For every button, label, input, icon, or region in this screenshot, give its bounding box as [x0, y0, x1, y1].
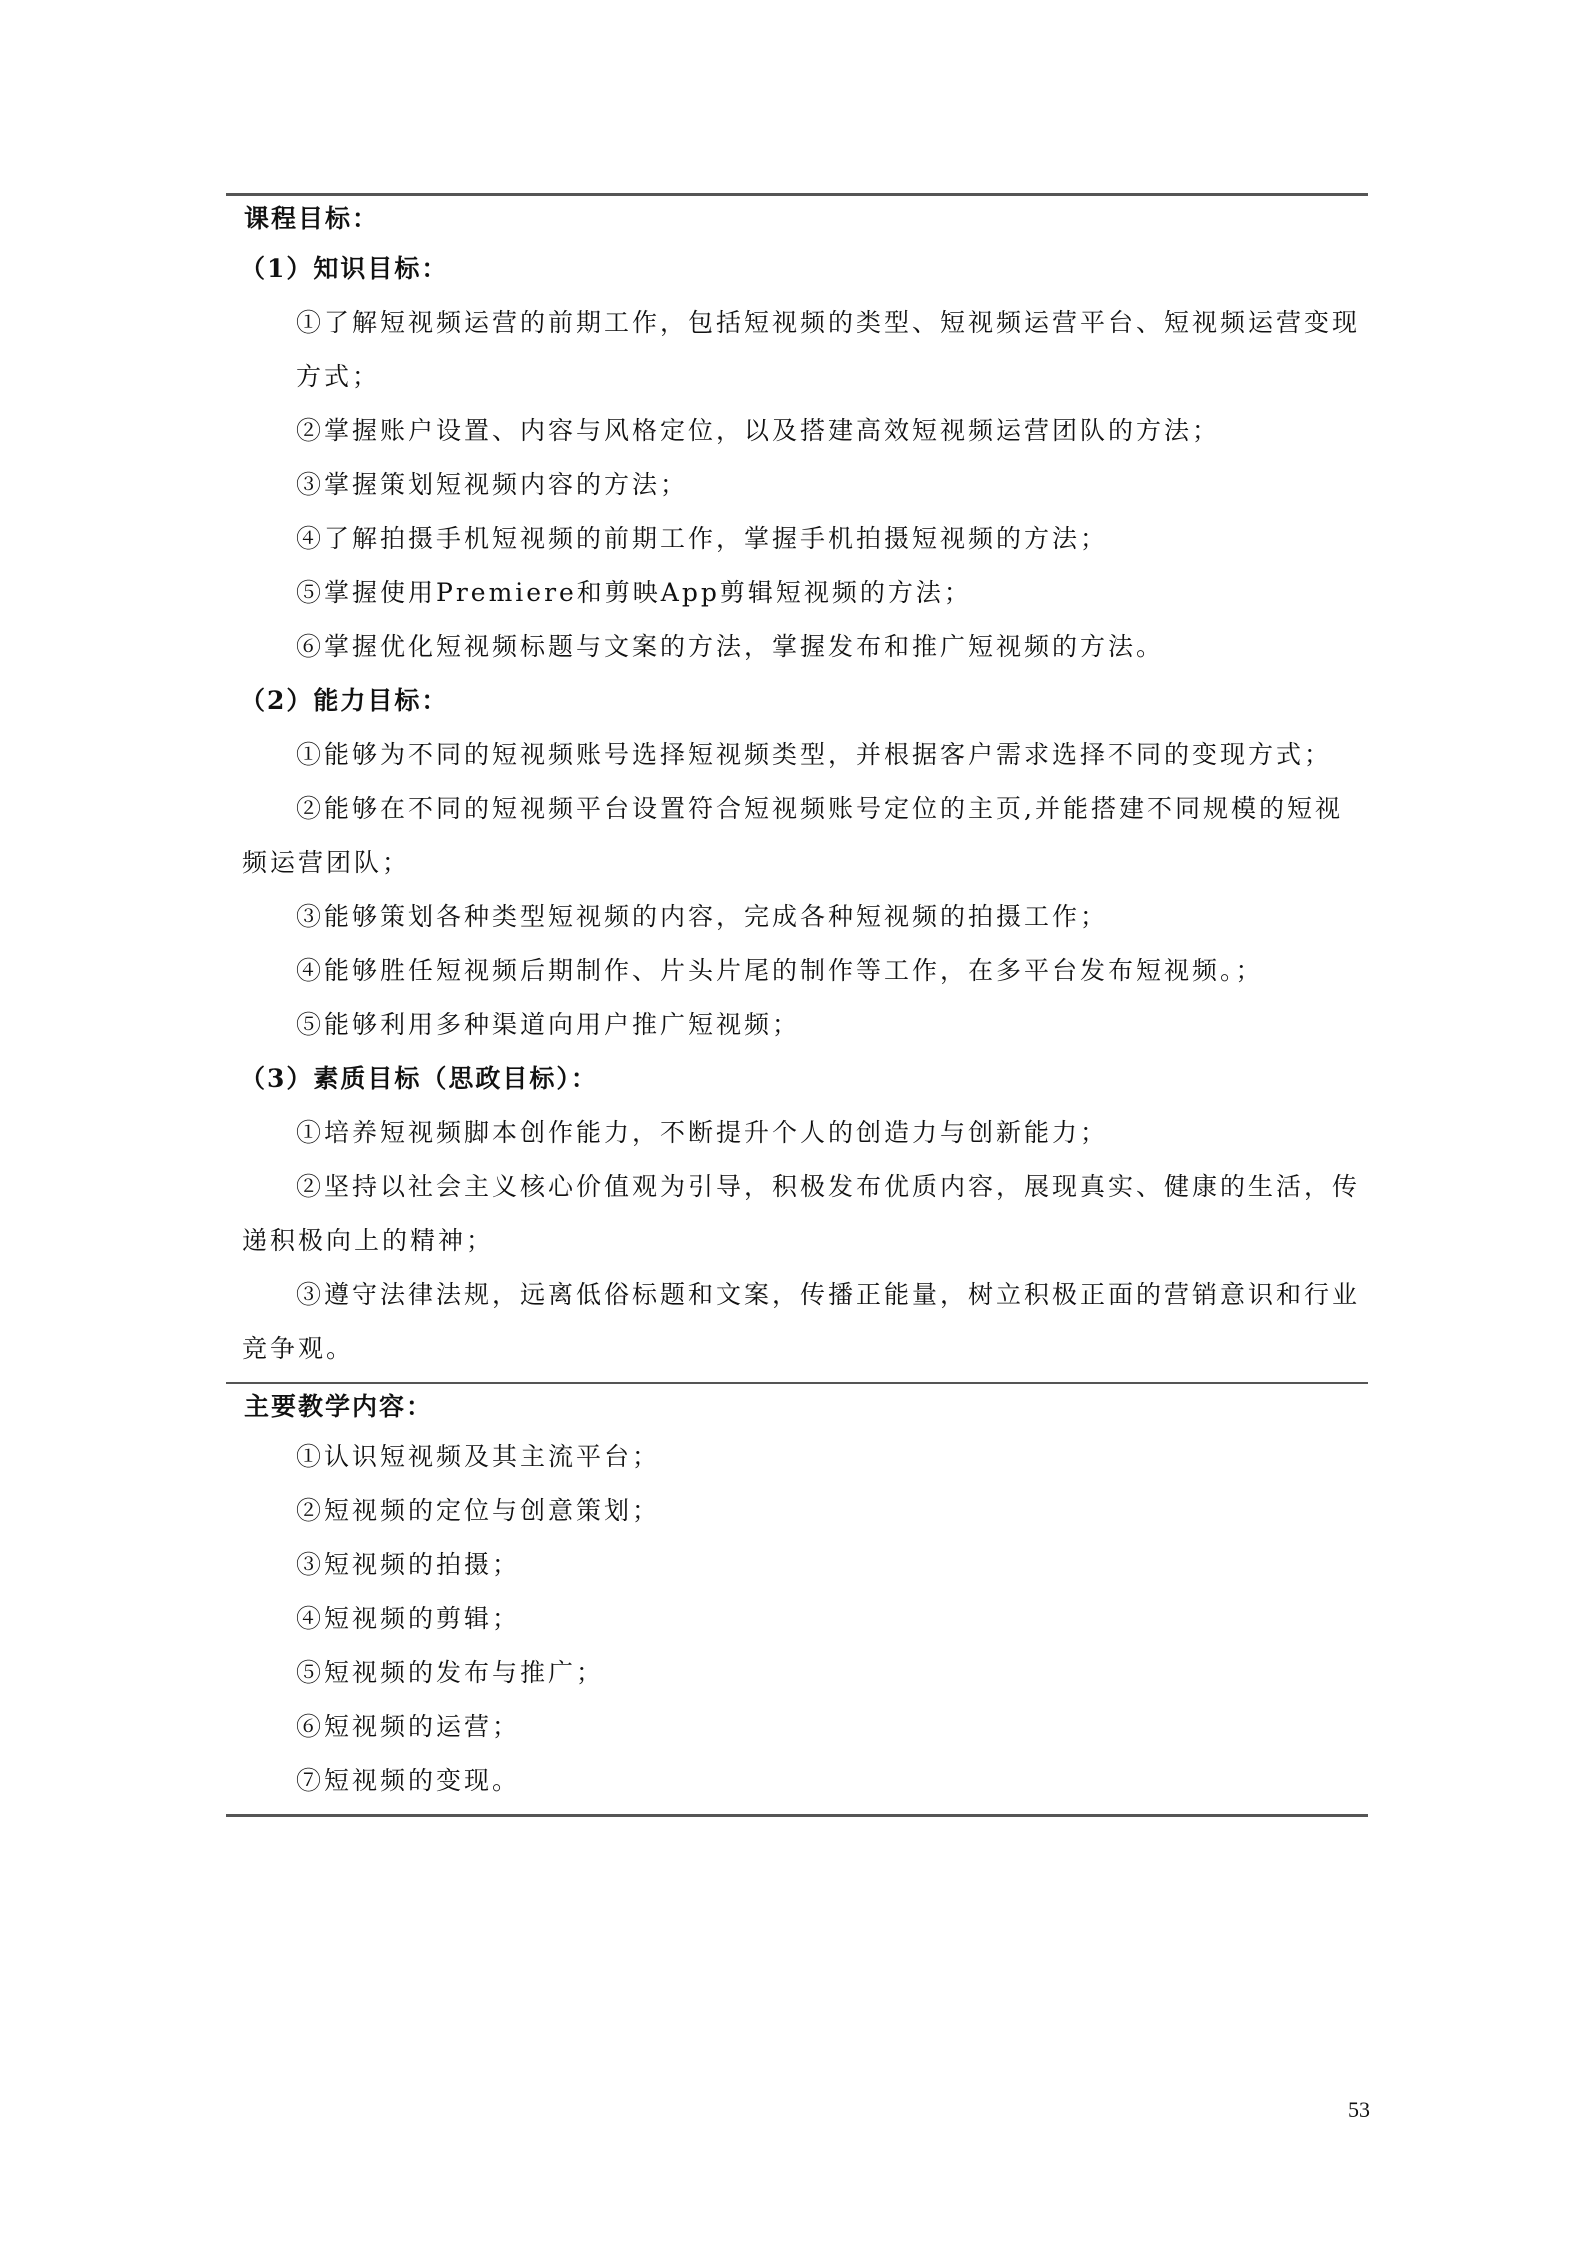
content-item-6: ⑥短视频的运营；: [296, 1712, 521, 1741]
knowledge-item-2: ②掌握账户设置、内容与风格定位，以及搭建高效短视频运营团队的方法；: [296, 416, 1221, 445]
content-section: [226, 1384, 1368, 1814]
ability-item-1: ①能够为不同的短视频账号选择短视频类型，并根据客户需求选择不同的变现方式；: [296, 740, 1333, 769]
page-number: 53: [1348, 2097, 1370, 2122]
quality-item-1: ①培养短视频脚本创作能力，不断提升个人的创造力与创新能力；: [296, 1118, 1109, 1147]
quality-item-3: ③遵守法律法规，远离低俗标题和文案，传播正能量，树立积极正面的营销意识和行业: [296, 1280, 1361, 1309]
knowledge-item-4: ④了解拍摄手机短视频的前期工作，掌握手机拍摄短视频的方法；: [296, 524, 1109, 553]
knowledge-item-1-cont: 方式；: [296, 362, 381, 391]
content-item-4: ④短视频的剪辑；: [296, 1604, 521, 1633]
ability-goals-title: （2）能力目标：: [240, 686, 449, 715]
ability-item-5: ⑤能够利用多种渠道向用户推广短视频；: [296, 1010, 801, 1039]
content-item-2: ②短视频的定位与创意策划；: [296, 1496, 661, 1525]
knowledge-goals-title: （1）知识目标：: [240, 254, 449, 283]
quality-goals-title: （3）素质目标（思政目标）：: [240, 1064, 598, 1093]
quality-item-3-cont: 竞争观。: [242, 1334, 355, 1363]
content-item-7: ⑦短视频的变现。: [296, 1766, 521, 1795]
knowledge-item-3: ③掌握策划短视频内容的方法；: [296, 470, 689, 499]
content-heading: 主要教学内容：: [244, 1392, 434, 1421]
content-item-5: ⑤短视频的发布与推广；: [296, 1658, 605, 1687]
bottom-rule: [226, 1814, 1368, 1817]
quality-item-2: ②坚持以社会主义核心价值观为引导，积极发布优质内容，展现真实、健康的生活，传: [296, 1172, 1361, 1201]
knowledge-item-6: ⑥掌握优化短视频标题与文案的方法，掌握发布和推广短视频的方法。: [296, 632, 1165, 661]
goals-section: [226, 196, 1368, 1382]
ability-item-2: ②能够在不同的短视频平台设置符合短视频账号定位的主页,并能搭建不同规模的短视: [296, 794, 1343, 823]
syllabus-table: [226, 193, 1368, 1817]
goals-heading: 课程目标：: [244, 204, 380, 233]
ability-item-4: ④能够胜任短视频后期制作、片头片尾的制作等工作，在多平台发布短视频。；: [296, 956, 1264, 985]
knowledge-item-1: ①了解短视频运营的前期工作，包括短视频的类型、短视频运营平台、短视频运营变现: [296, 308, 1361, 337]
content-item-1: ①认识短视频及其主流平台；: [296, 1442, 661, 1471]
quality-item-2-cont: 递积极向上的精神；: [242, 1226, 495, 1255]
knowledge-item-5: ⑤掌握使用Premiere和剪映App剪辑短视频的方法；: [296, 578, 972, 607]
ability-item-2-cont: 频运营团队；: [242, 848, 411, 877]
ability-item-3: ③能够策划各种类型短视频的内容，完成各种短视频的拍摄工作；: [296, 902, 1109, 931]
content-item-3: ③短视频的拍摄；: [296, 1550, 521, 1579]
